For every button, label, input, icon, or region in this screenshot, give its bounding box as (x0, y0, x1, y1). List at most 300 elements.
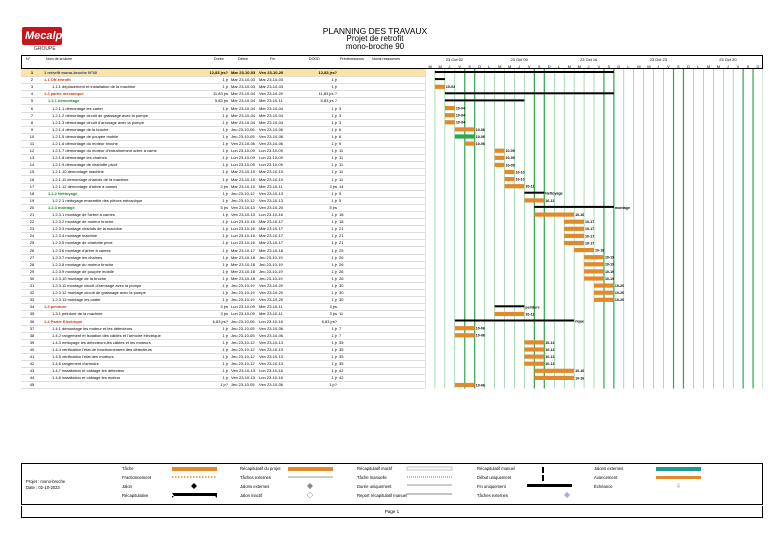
task-finish: Lun 23-10-16 (259, 368, 283, 374)
task-finish: Mar 23-10-03 (259, 84, 284, 90)
task-name: 1.2.1 démontage (48, 98, 80, 104)
task-finish: Ven 23-10-20 (259, 290, 284, 296)
task-bar (584, 269, 604, 273)
task-id: 14 (29, 162, 35, 168)
task-cost: 1 jr (331, 290, 337, 296)
task-duration: 1 jr (222, 290, 228, 296)
task-start: Lun 23-10-16 (231, 226, 255, 232)
task-cost: 1 jr (331, 375, 337, 381)
task-id: 45 (29, 382, 35, 388)
task-cost: 1 jr (331, 162, 337, 168)
task-finish: Ven 23-10-06 (259, 141, 284, 146)
task-cost: 1 jr (331, 112, 337, 118)
bar-label: 10-19 (604, 262, 615, 267)
task-id: 24 (29, 233, 35, 239)
legend-col3-item: Récapitulatif inactif (357, 466, 393, 471)
day-label: J (448, 64, 451, 69)
task-id: 7 (30, 112, 34, 118)
task-finish: Jeu 23-10-19 (259, 254, 283, 260)
summary-bar (445, 92, 614, 94)
bar-label: 10-17 (585, 227, 595, 232)
task-id: 3 (30, 84, 34, 90)
task-bar (445, 120, 455, 124)
task-duration: 1 jr? (220, 382, 228, 388)
task-start: Mer 23-10-04 (231, 98, 256, 104)
bar-label: 10-17 (585, 234, 595, 239)
task-start: Ven 23-10-13 (231, 368, 256, 374)
legend-date: Date : 02-10-2023 (26, 485, 60, 490)
task-finish: Lun 23-10-09 (259, 162, 283, 168)
task-predecessors: 26 (339, 254, 344, 260)
task-predecessors: 11 (339, 311, 344, 317)
task-bar (594, 298, 614, 302)
task-id: 11 (29, 141, 35, 146)
task-bar (455, 333, 475, 337)
task-start: Mer 23-10-18 (231, 254, 256, 260)
task-predecessors: 35 (339, 339, 344, 345)
task-bar (524, 198, 544, 202)
legend-symbols (22, 464, 764, 506)
task-predecessors: 5 (339, 190, 342, 196)
task-duration: 1 jr (222, 162, 228, 168)
legend-duration-only (407, 484, 452, 486)
legend-milestone-symbol (191, 483, 197, 489)
task-cost: 1 jr (331, 346, 337, 352)
task-duration: 1 jr (222, 112, 228, 118)
task-name: 1.2.3.9 montage de poupée mobile (52, 268, 114, 274)
task-id: 31 (29, 283, 35, 288)
week-label: 23 Oct 02 (445, 57, 464, 62)
task-name: 1.2.3.3 montage chariots de la machine (52, 226, 123, 232)
task-bar (495, 149, 505, 153)
bar-label: 10-19 (604, 269, 615, 274)
task-predecessors: 18 (339, 212, 344, 217)
logo-badge: Mecalp (22, 27, 62, 45)
task-id: 6 (30, 105, 34, 111)
task-id: 28 (29, 261, 35, 267)
task-finish: Mer 23-10-11 (259, 311, 283, 317)
task-name: 1.2.3.12 montage circuit de graissage avec la pompe (52, 290, 146, 296)
task-predecessors: 21 (339, 233, 344, 239)
task-id: 16 (29, 176, 35, 182)
task-bar (505, 177, 515, 181)
day-label: J (726, 64, 729, 69)
task-id: 15 (29, 169, 35, 175)
task-duration: 1 jr (222, 240, 228, 246)
task-duration: 1 jr (222, 105, 228, 111)
week-label: 23 Oct 30 (719, 57, 737, 62)
task-finish: Mar 23-10-17 (259, 226, 284, 232)
task-finish: Mer 23-10-11 (259, 304, 283, 310)
table-row[interactable] (21, 381, 425, 389)
task-predecessors: 7 (339, 325, 342, 331)
task-duration: 1 jr (222, 212, 228, 217)
task-cost: 1 jr (331, 105, 337, 111)
task-name: 1.1 Off-retrofit (44, 77, 71, 83)
task-id: 32 (29, 290, 35, 296)
task-duration: 1 jr (222, 77, 228, 83)
task-cost: 1 jr (331, 126, 337, 132)
bar-label: 10-06 (475, 142, 485, 146)
legend-col2-item: Tâches externes (240, 475, 271, 480)
task-duration: 1 jr (222, 141, 228, 146)
legend-start-only (542, 475, 544, 481)
day-label: M (706, 64, 711, 69)
task-start: Jeu 23-10-12 (231, 197, 255, 203)
task-finish: Mar 23-10-17 (259, 233, 284, 239)
week-label: 23 Oct 09 (510, 57, 528, 62)
task-cost: 1 jr (331, 240, 337, 246)
day-label: M (716, 64, 721, 69)
legend-manual-summary (542, 467, 544, 473)
task-finish: Mar 23-10-17 (259, 219, 284, 225)
task-duration: 1 jr (222, 283, 228, 288)
task-cost: 1 jr (331, 361, 337, 367)
task-name: 1.3 peinture (44, 304, 67, 310)
col-finish-header: Fin (270, 57, 275, 61)
day-label: D (686, 64, 690, 69)
task-predecessors: 26 (339, 275, 344, 281)
bar-label: 10-10 (515, 177, 525, 182)
bar-label: 10-20 (614, 291, 625, 296)
task-finish: Ven 23-10-20 (259, 91, 284, 97)
bar-label: rique (575, 319, 584, 324)
task-finish: Mar 23-10-10 (259, 169, 284, 175)
task-predecessors: 35 (339, 354, 344, 359)
bar-label: 10-09 (505, 149, 515, 154)
task-predecessors: 6 (339, 126, 342, 132)
task-cost: 1 jr (331, 219, 337, 225)
task-duration: 1 jr (222, 368, 228, 374)
task-finish: Lun 23-10-16 (259, 212, 283, 217)
bar-label: 10-11 (525, 184, 535, 189)
bar-label: 10-11 (525, 312, 535, 317)
legend-col3-item: Tâche manuelle (357, 475, 387, 480)
task-predecessors: 35 (339, 361, 344, 367)
task-name: 1.2 partie mécanique (44, 91, 84, 97)
task-name: 1.2.1.3 démontage circuit d'arrosage avec la pompe (52, 119, 144, 125)
task-start: Mer 23-10-18 (231, 261, 256, 267)
day-label: D (756, 64, 760, 69)
task-start: Ven 23-10-06 (231, 141, 256, 146)
task-start: Mer 23-10-04 (231, 112, 256, 118)
task-start: Jeu 23-10-19 (231, 283, 255, 288)
legend-project-summary (288, 467, 333, 471)
title-line-1: PLANNING DES TRAVAUX (322, 26, 428, 36)
task-start: Jeu 23-10-19 (231, 297, 255, 303)
task-bar (455, 134, 475, 138)
week-label: 23 Oct 16 (580, 57, 598, 62)
legend-col5-item: Échéance (594, 484, 613, 489)
task-bar (594, 291, 614, 295)
page-footer: Page 1 (21, 506, 763, 518)
task-cost: 1 jr (331, 197, 337, 203)
task-name: 1.3.1 peinture de la machine (52, 311, 103, 317)
task-duration: 1 jr (222, 332, 228, 338)
task-name: 1.2.1.6 démontage du moteur broche (52, 141, 118, 146)
task-name: 1.4.2 rangement et isolation des câbles et l'armoire électrique (52, 332, 161, 338)
day-label: D (547, 64, 551, 69)
bar-label: 10-13 (545, 362, 555, 367)
day-label: V (527, 64, 531, 69)
task-start: Lun 23-10-09 (231, 162, 255, 168)
day-label: M (567, 64, 572, 69)
legend-external-task-symbol (564, 492, 570, 498)
task-id: 20 (29, 204, 35, 210)
task-start: Lun 23-10-16 (231, 233, 255, 239)
task-cost: 1 jr? (329, 382, 337, 388)
task-start: Mar 23-10-10 (231, 183, 256, 189)
task-name: 1.4.6 rangement d'armoire (52, 361, 99, 367)
task-bar (534, 376, 574, 380)
task-start: Lun 23-10-09 (231, 311, 255, 317)
task-duration: 11,83 jrs (212, 91, 228, 97)
task-predecessors: 25 (339, 247, 344, 253)
task-name: 1.2.3.1 montage de l'arbre à cames (52, 212, 115, 217)
bar-label: 10-06 (475, 127, 485, 132)
summary-bar (495, 305, 525, 307)
bar-label: Nettoyage (545, 191, 563, 196)
task-predecessors: 3 (339, 105, 342, 111)
task-finish: Mar 23-10-17 (259, 240, 284, 246)
task-cost: 1 jr (331, 247, 337, 253)
task-cost: 5 jrs (329, 204, 337, 210)
day-label: V (736, 64, 740, 69)
task-name: 1.2.3.7 montage les chaînes (52, 254, 103, 260)
task-cost: 1 jr (331, 354, 337, 359)
bar-label: 10-06 (475, 134, 485, 139)
task-id: 18 (29, 190, 35, 196)
summary-bar (455, 320, 574, 322)
day-label: M (508, 64, 512, 69)
task-start: Lun 23-10-09 (231, 304, 255, 310)
task-name: 1.2.1.7 démontage du moteur d'entraînement arbre à came (52, 148, 157, 154)
bar-label: 10-06 (475, 383, 485, 388)
task-bar (584, 276, 604, 280)
task-start: Lun 23-10-09 (231, 148, 255, 154)
day-label: M (577, 64, 581, 69)
task-predecessors: 11 (339, 169, 344, 175)
bar-label: 10-13 (545, 340, 555, 345)
logo-subtitle: GROUPE (34, 46, 56, 52)
task-name: 1.2.1.11 démontage chariots de la machine (52, 176, 129, 182)
day-label: S (607, 64, 611, 69)
task-name: 1.2.3.4 montage machine (52, 233, 98, 239)
task-start: Mer 23-10-04 (231, 105, 256, 111)
task-id: 10 (29, 133, 35, 139)
task-bar (455, 383, 475, 387)
task-bar (564, 227, 584, 231)
bar-label: 10-03 (445, 85, 456, 90)
task-finish: Mer 23-10-11 (259, 98, 283, 104)
task-duration: 2 jrs (220, 183, 228, 189)
task-finish: Jeu 23-10-19 (259, 275, 283, 281)
task-id: 36 (29, 318, 35, 324)
task-id: 21 (29, 212, 35, 217)
bar-label: 10-19 (604, 276, 615, 281)
task-name: 1.2.3.8 montage du moteur broche (52, 261, 114, 267)
bar-label: 10-16 (575, 369, 585, 374)
task-bar (495, 312, 525, 316)
task-predecessors: 26 (339, 261, 344, 267)
task-start: Mer 23-10-04 (231, 91, 256, 97)
task-bar (574, 248, 594, 252)
task-predecessors: 9 (339, 141, 342, 146)
task-finish: Mer 23-10-18 (259, 247, 284, 253)
task-bar (455, 127, 475, 131)
task-name: 1.2.3.11 montage circuit d'arrosage avec la pompe (52, 283, 142, 288)
task-cost: 5,83 jrs ? (320, 98, 337, 104)
task-bar (564, 220, 584, 224)
bar-label: 10-10 (515, 170, 525, 175)
legend-col5-item: Avancement (594, 475, 618, 480)
task-cost: 1 jr (331, 119, 337, 125)
task-start: Jeu 23-10-05 (231, 382, 255, 388)
legend-deadline-symbol: ⇩ (676, 484, 682, 490)
task-start: Jeu 23-10-12 (231, 354, 255, 359)
task-start: Mer 23-10-18 (231, 268, 256, 274)
bar-label: 10-06 (475, 333, 485, 338)
task-id: 22 (29, 219, 35, 225)
task-duration: 1 jr (222, 325, 228, 331)
task-duration: 1 jr (222, 133, 228, 139)
summary-bar (524, 192, 544, 194)
task-predecessors: 3 (339, 119, 342, 125)
task-predecessors: 6 (339, 133, 342, 139)
col-pred-header: Prédécesseurs (340, 57, 364, 61)
task-finish: Ven 23-10-06 (259, 126, 284, 132)
task-finish: Mer 23-10-04 (259, 112, 284, 118)
task-finish: Mer 23-10-04 (259, 119, 284, 125)
legend-col3-item: Report récapitulatif manuel (357, 493, 408, 498)
task-predecessors: 30 (339, 283, 344, 288)
task-id: 9 (30, 126, 34, 132)
task-bar (505, 170, 515, 174)
task-duration: 1 jr (222, 148, 228, 154)
gantt-chart (425, 69, 763, 396)
task-id: 27 (29, 254, 35, 260)
legend-inactive-milestone (307, 492, 313, 498)
task-start: Jeu 23-10-12 (231, 190, 255, 196)
task-predecessors: 7 (339, 332, 342, 338)
day-label: D (478, 64, 482, 69)
bar-label: 10-16 (575, 213, 585, 217)
legend-col4-item: Début uniquement (477, 475, 512, 480)
day-label: L (488, 64, 491, 69)
task-bar (524, 347, 544, 351)
day-label: M (647, 64, 651, 69)
task-start: Jeu 23-10-05 (231, 318, 255, 324)
task-id: 41 (29, 354, 35, 359)
task-duration: 1 jr (222, 346, 228, 352)
task-bar (465, 142, 475, 146)
task-name: 1 retrofit mono-broche N°40 (44, 70, 97, 75)
task-duration: 1 jr (222, 219, 228, 225)
task-cost: 1 jr (331, 297, 337, 303)
task-id: 25 (29, 240, 35, 246)
task-bar (445, 106, 455, 110)
task-id: 13 (29, 155, 35, 161)
task-name: 1.4.3 nettoyage les détecteurs,les câbles et les moteurs (52, 339, 151, 345)
task-duration: 1 jr (222, 354, 228, 359)
task-finish: Lun 23-10-09 (259, 155, 283, 161)
task-cost: 1 jr (331, 169, 337, 175)
task-finish: Lun 23-10-16 (259, 375, 283, 381)
task-finish: Mar 23-10-10 (259, 176, 284, 182)
task-finish: Ven 23-10-20 (259, 70, 284, 75)
col-resources-header: Noms ressources (372, 57, 400, 61)
task-name: 1.2.1.8 démontage les chaînes (52, 155, 107, 161)
task-finish: Ven 23-10-06 (259, 325, 284, 331)
task-start: Jeu 23-10-12 (231, 346, 255, 352)
task-finish: Lun 23-10-09 (259, 148, 283, 154)
task-id: 2 (30, 77, 34, 83)
bar-label: 10-20 (614, 298, 625, 303)
summary-bar (445, 99, 525, 101)
task-duration: 1 jr (222, 197, 228, 203)
day-label: M (637, 64, 641, 69)
task-predecessors: 26 (339, 268, 344, 274)
legend (21, 463, 763, 505)
task-bar (534, 369, 574, 373)
task-cost: 1 jr (331, 176, 337, 182)
task-duration: 1 jr (222, 375, 228, 381)
task-duration: 1 jr (222, 169, 228, 175)
col-duration-header: Durée (214, 57, 224, 61)
task-id: 34 (29, 304, 35, 310)
task-id: 39 (29, 339, 35, 345)
task-duration: 1 jr (222, 261, 228, 267)
summary-bar (435, 78, 445, 80)
legend-finish-only (527, 484, 572, 487)
bar-label: 10-04 (455, 113, 466, 118)
day-label: M (498, 64, 502, 69)
task-name: 1.2.3.13 montage les carter (52, 297, 101, 303)
task-predecessors: 42 (339, 368, 344, 374)
legend-col4-item: Récapitulatif manuel (477, 466, 515, 471)
task-start: Ven 23-10-13 (231, 204, 256, 210)
task-id: 38 (29, 332, 35, 338)
bar-label: peinture (525, 305, 540, 310)
day-label: M (428, 64, 432, 69)
col-cost-header: DOOD (309, 57, 320, 61)
task-cost: 1 jr (331, 268, 337, 274)
day-label: J (587, 64, 590, 69)
task-id: 30 (29, 275, 35, 281)
task-predecessors: 18 (339, 219, 344, 225)
legend-col3-item: Durée uniquement (357, 484, 392, 489)
day-label: J (517, 64, 520, 69)
legend-col2-item: Récapitulatif du projet (240, 466, 281, 471)
task-finish: Ven 23-10-13 (259, 190, 284, 196)
legend-progress (656, 476, 701, 479)
task-duration: 3 jrs (220, 304, 228, 310)
task-cost: 2 jrs (329, 183, 337, 189)
day-label: V (458, 64, 461, 69)
task-duration: 1 jr (222, 254, 228, 260)
bar-label: 10-17 (585, 220, 595, 225)
task-name: 1.2.1.1 démontage les carter (52, 105, 103, 111)
task-predecessors: 11 (339, 176, 344, 182)
task-id: 1 (30, 70, 34, 75)
task-name: 1.2.1.5 démontage de poupée mobile (52, 133, 119, 139)
gantt-timescale (426, 56, 764, 70)
task-predecessors: 21 (339, 240, 344, 246)
task-duration: 1 jr (222, 233, 228, 239)
task-cost: 1 jr (331, 155, 337, 161)
legend-col4-item: Fin uniquement (477, 484, 506, 489)
day-label: S (537, 64, 541, 69)
